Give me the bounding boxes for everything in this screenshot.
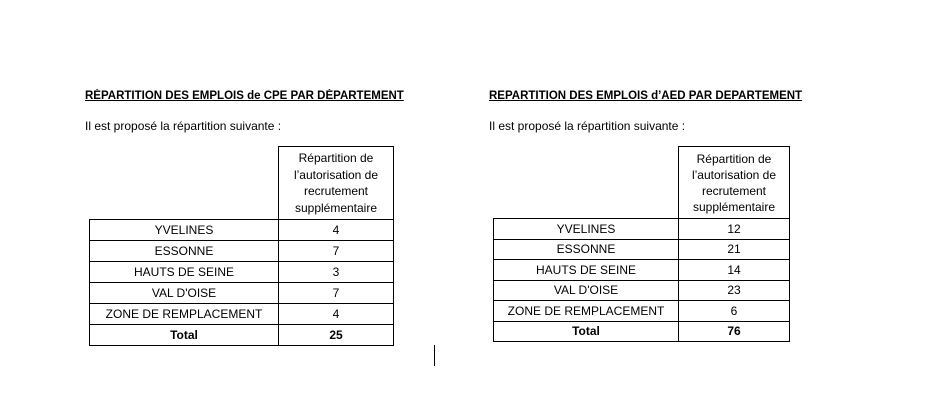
department-value: 21 (679, 239, 790, 260)
total-row (90, 325, 394, 346)
table-row (90, 262, 394, 283)
department-label: ZONE DE REMPLACEMENT (494, 301, 679, 322)
aed-title: REPARTITION DES EMPLOIS d’AED PAR DEPARTEMENT (489, 90, 803, 102)
department-label: YVELINES (90, 220, 279, 241)
total-value: 76 (679, 321, 790, 342)
department-label: HAUTS DE SEINE (494, 260, 679, 281)
department-value: 6 (679, 301, 790, 322)
department-value: 7 (279, 241, 394, 262)
table-row (494, 260, 790, 281)
cpe-header-row (90, 147, 394, 220)
cpe-section (85, 89, 445, 342)
table-row (90, 304, 394, 325)
total-value: 25 (279, 325, 394, 346)
department-value: 4 (279, 304, 394, 325)
department-label: ZONE DE REMPLACEMENT (90, 304, 279, 325)
department-value: 23 (679, 280, 790, 301)
table-row (494, 280, 790, 301)
aed-header-row (494, 147, 790, 219)
cpe-title: RÉPARTITION DES EMPLOIS de CPE PAR DÉPARTEMENT (85, 90, 404, 102)
table-row (494, 239, 790, 260)
department-value: 4 (279, 220, 394, 241)
department-label: ESSONNE (90, 241, 279, 262)
table-row (494, 301, 790, 322)
total-row (494, 321, 790, 342)
department-label: VAL D'OISE (90, 283, 279, 304)
total-label: Total (90, 325, 279, 346)
department-label: HAUTS DE SEINE (90, 262, 279, 283)
cpe-intro: Il est proposé la répartition suivante : (85, 119, 282, 133)
cpe-table (89, 146, 394, 346)
table-row (90, 220, 394, 241)
table-row (90, 241, 394, 262)
total-label: Total (494, 321, 679, 342)
department-label: ESSONNE (494, 239, 679, 260)
department-value: 3 (279, 262, 394, 283)
table-row (494, 219, 790, 240)
aed-section (489, 89, 834, 339)
department-value: 14 (679, 260, 790, 281)
table-row (90, 283, 394, 304)
department-label: YVELINES (494, 219, 679, 240)
department-label: VAL D'OISE (494, 280, 679, 301)
department-value: 12 (679, 219, 790, 240)
aed-table (493, 146, 790, 342)
aed-intro: Il est proposé la répartition suivante : (489, 119, 686, 133)
aed-column-header: Répartition de l’autorisation de recrutement supplémentaire (679, 147, 790, 219)
text-cursor (434, 345, 435, 366)
cpe-column-header: Répartition de l’autorisation de recrutement supplémentaire (279, 147, 394, 220)
department-value: 7 (279, 283, 394, 304)
